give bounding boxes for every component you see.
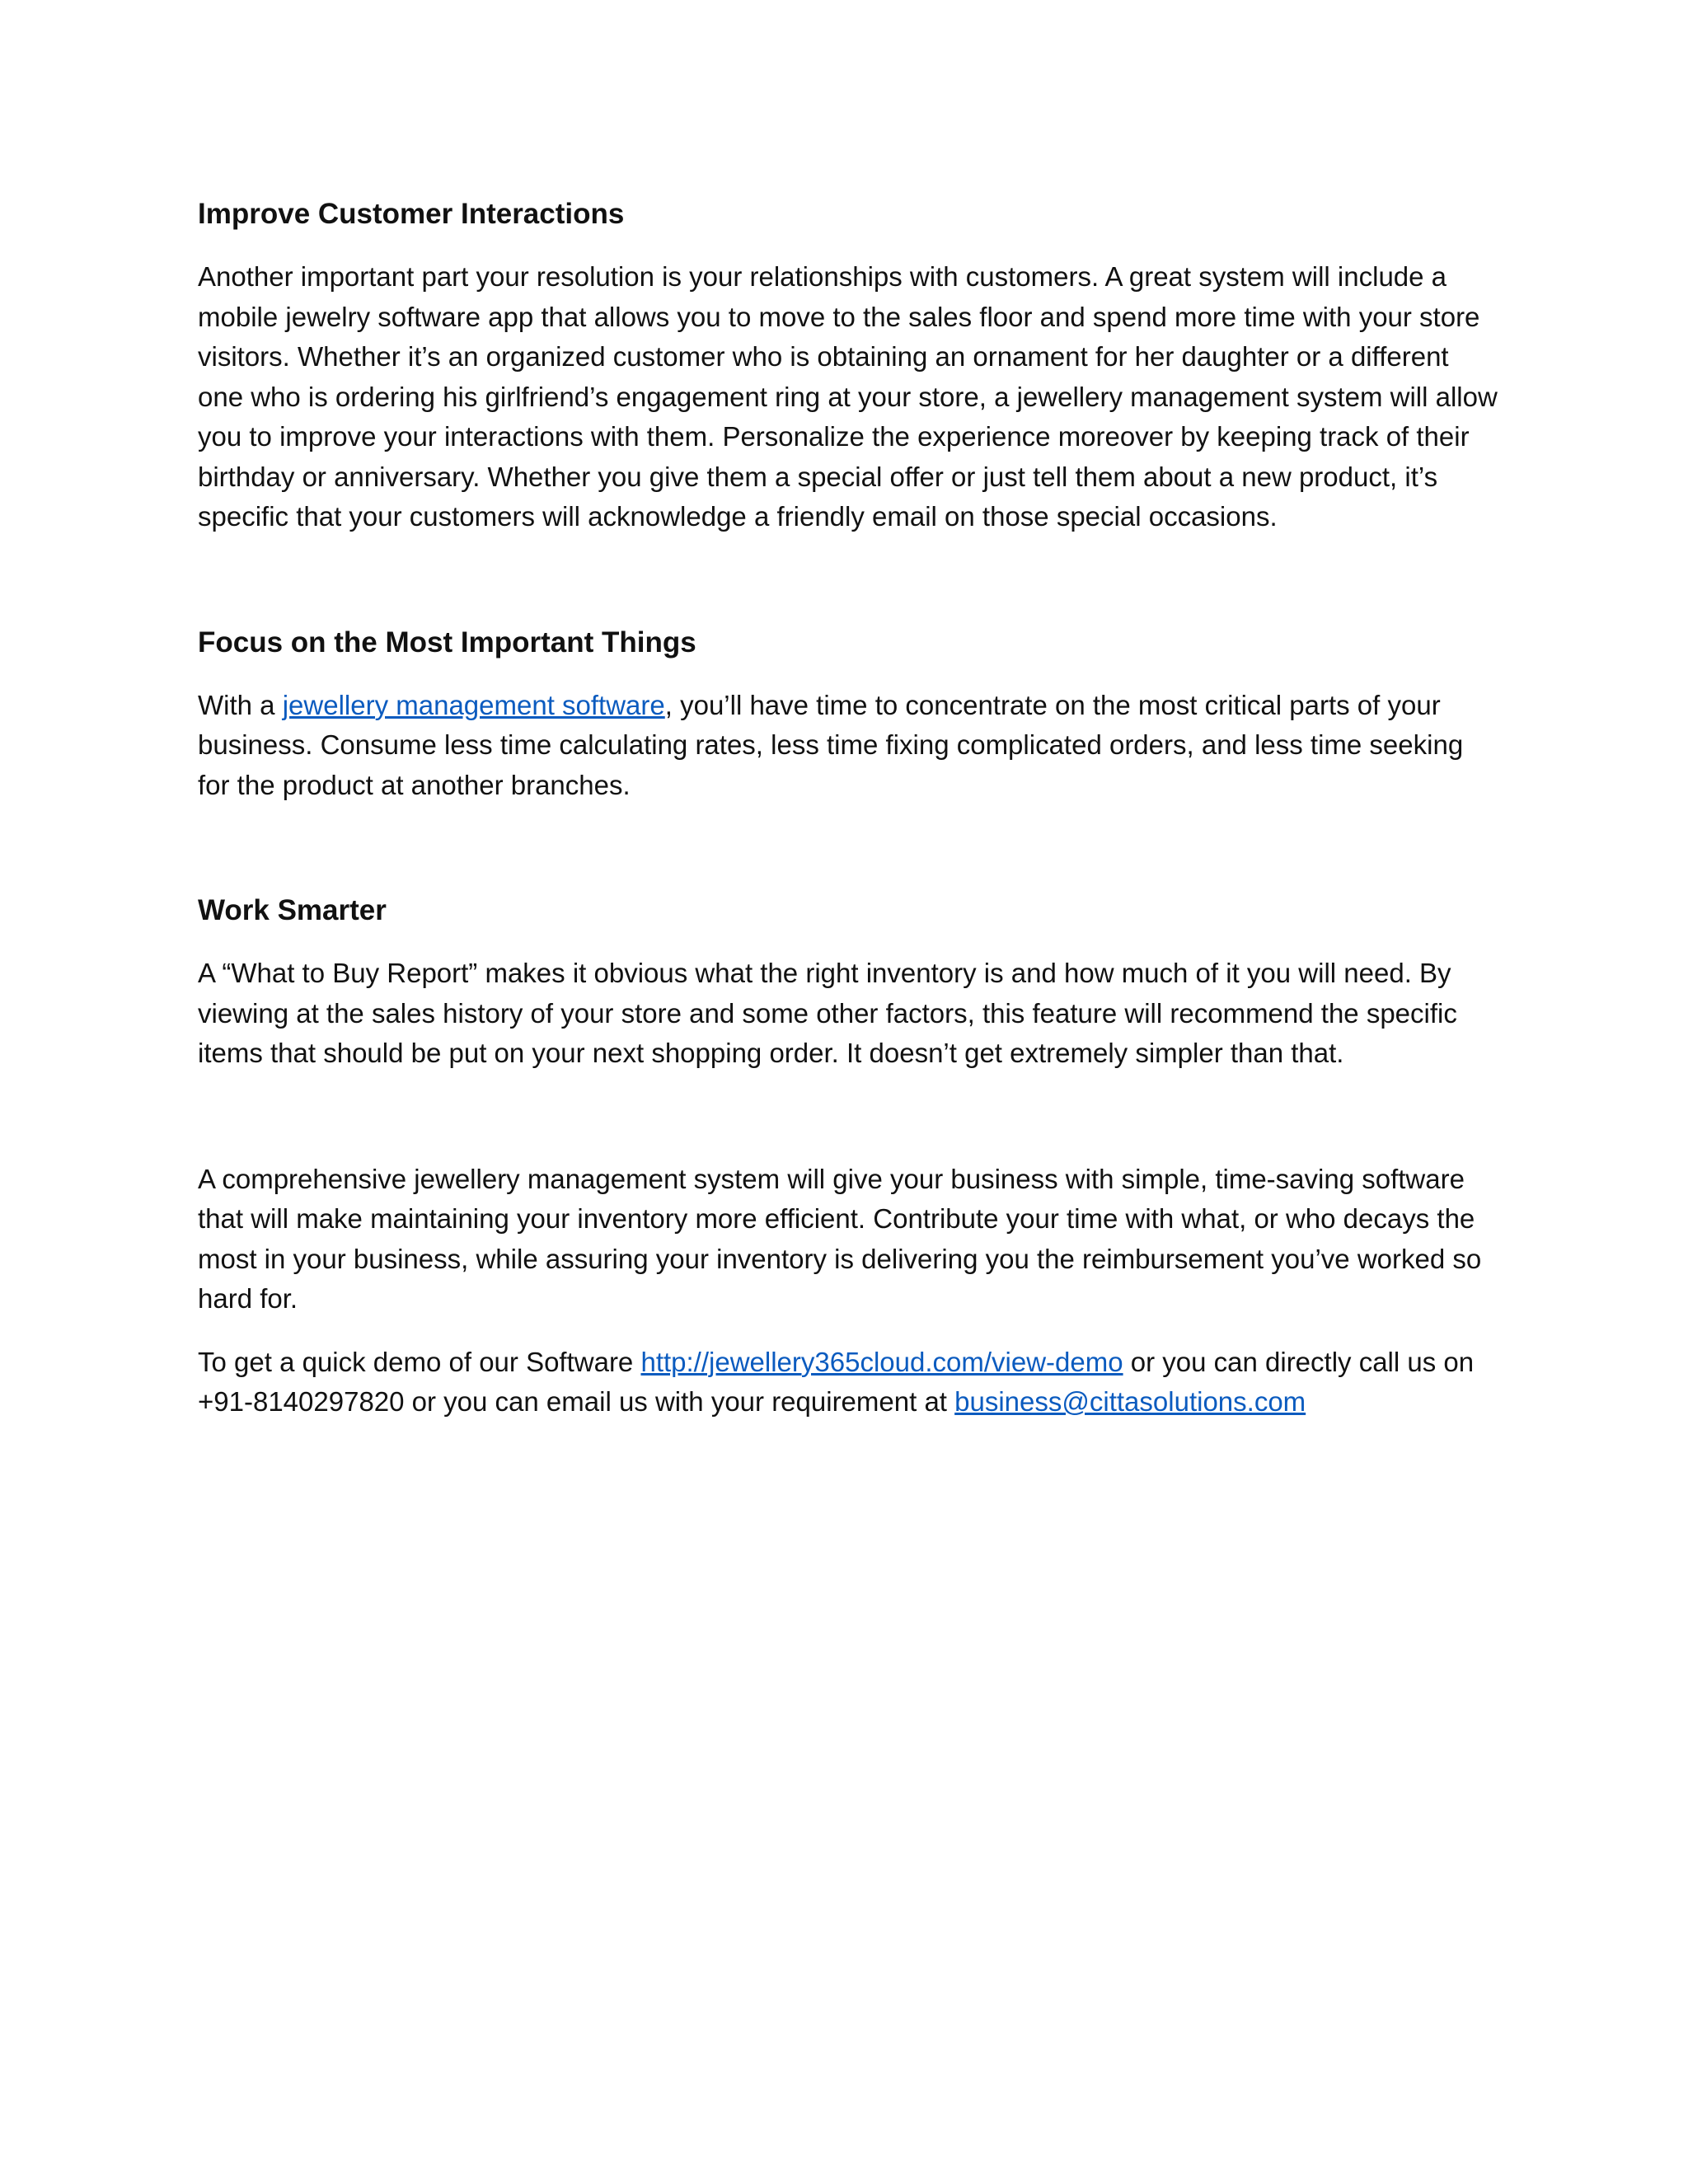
body-text-suffix: , you’ll have time to concentrate on the most critical parts of your business. Consume less time calculating rates, less time fixing complicated orders, and less time seeking for the product at another branches. <box>198 689 1464 800</box>
cta-prefix: To get a quick demo of our Software <box>198 1346 641 1377</box>
section-heading: Improve Customer Interactions <box>198 198 625 230</box>
section-heading: Work Smarter <box>198 894 387 926</box>
contact-paragraph <box>198 1343 1500 1422</box>
section-body <box>198 686 1500 806</box>
document-content <box>198 194 1500 1446</box>
body-text-prefix: With a <box>198 689 283 720</box>
closing-section <box>198 1160 1500 1422</box>
section-improve-customer-interactions <box>198 194 1500 537</box>
section-work-smarter <box>198 891 1500 1074</box>
jewellery-management-software-link[interactable]: jewellery management software <box>282 689 665 720</box>
email-link[interactable]: business@cittasolutions.com <box>954 1386 1306 1417</box>
view-demo-link[interactable]: http://jewellery365cloud.com/view-demo <box>640 1346 1123 1377</box>
section-focus-important-things <box>198 623 1500 806</box>
section-body: A “What to Buy Report” makes it obvious what the right inventory is and how much of it you will need. By viewing at the sales history of your store and some other factors, this feature will recommend the specific items that should be put on your next shopping order. It doesn’t get extremely simpler than that. <box>198 958 1457 1068</box>
closing-paragraph: A comprehensive jewellery management system will give your business with simple, time-saving software that will make maintaining your inventory more efficient. Contribute your time with what, or who decays the most in your business, while assuring your inventory is delivering you the reimbursement you’ve worked so hard for. <box>198 1163 1482 1314</box>
section-body: Another important part your resolution is your relationships with customers. A great system will include a mobile jewelry software app that allows you to move to the sales floor and spend more time with your store visitors. Whether it’s an organized customer who is obtaining an ornament for her daughter or a different one who is ordering his girlfriend’s engagement ring at your store, a jewellery management system will allow you to improve your interactions with them. Personalize the experience moreover by keeping track of their birthday or anniversary. Whether you give them a special offer or just tell them about a new product, it’s specific that your customers will acknowledge a friendly email on those special occasions. <box>198 261 1498 532</box>
cta-middle: or you can directly call us on +91-8140297820 or you can email us with your requirement at <box>198 1346 1475 1417</box>
section-heading: Focus on the Most Important Things <box>198 626 696 658</box>
